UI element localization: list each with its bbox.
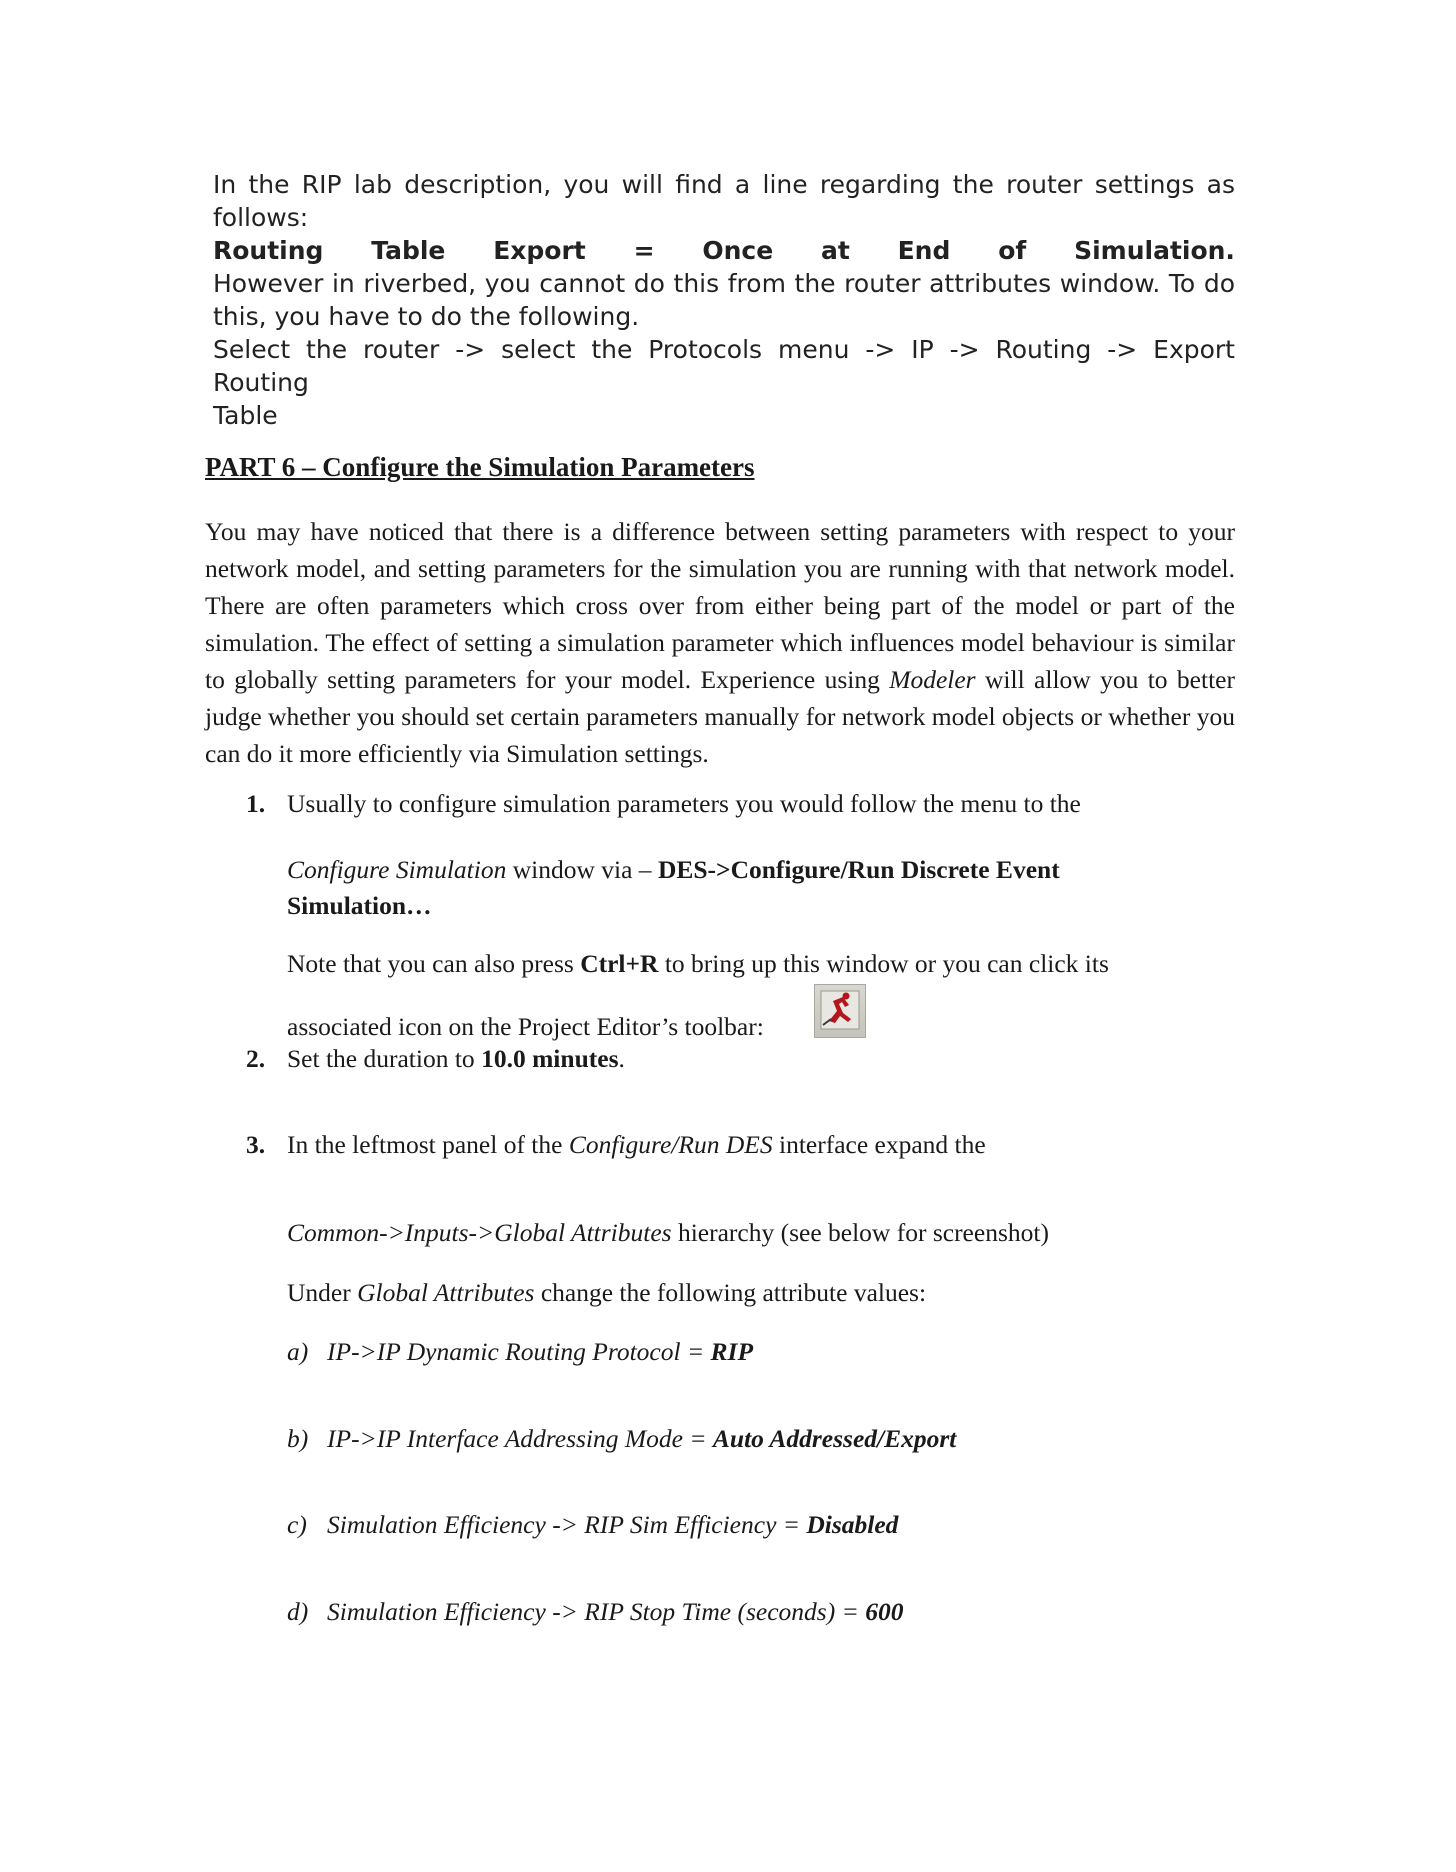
routing-word: =	[633, 236, 655, 265]
step1-note	[287, 946, 1109, 982]
routing-table-export-line	[213, 234, 1235, 267]
attribute-label: b)	[287, 1424, 309, 1453]
configure-run-des-term: Configure/Run DES	[568, 1130, 773, 1159]
step3-hier-post: hierarchy (see below for screenshot)	[671, 1218, 1049, 1247]
intro-block	[213, 168, 1235, 432]
step2-post: .	[618, 1044, 625, 1073]
intro-paragraph	[205, 513, 1235, 772]
section-heading: PART 6 – Configure the Simulation Parameters	[205, 452, 755, 482]
attribute-value: Auto Addressed/Export	[712, 1424, 957, 1453]
step1-line-3	[287, 888, 432, 924]
note-text: to bring up this window or you can click its	[658, 949, 1109, 978]
routing-word: at	[820, 236, 850, 265]
routing-word: Table	[371, 236, 446, 265]
step3-under-pre: Under	[287, 1278, 358, 1307]
intro-line-2: follows:	[213, 203, 309, 232]
attribute-item	[327, 1334, 753, 1370]
intro-line-5: this, you have to do the following.	[213, 302, 640, 331]
step1-assoc: associated icon on the Project Editor’s toolbar:	[287, 1012, 764, 1041]
attribute-value: RIP	[710, 1337, 754, 1366]
routing-word: Simulation.	[1074, 236, 1235, 265]
intro-line-7: Table	[213, 401, 278, 430]
step3-under-post: change the following attribute values:	[534, 1278, 927, 1307]
intro-line-1: In the RIP lab description, you will find a line regarding the router settings as	[213, 170, 1235, 199]
intro-line-6: Select the router -> select the Protocols menu -> IP -> Routing -> Export Routing	[213, 335, 1235, 397]
configure-run-simulation-icon	[814, 984, 866, 1038]
attribute-label: a)	[287, 1337, 309, 1366]
duration-value: 10.0 minutes	[481, 1044, 619, 1073]
des-menu-path: DES->Configure/Run Discrete Event	[657, 855, 1060, 884]
attribute-item	[327, 1421, 956, 1457]
shortcut-ctrl-r: Ctrl+R	[580, 949, 659, 978]
step3-pre: In the leftmost panel of the	[287, 1130, 569, 1159]
intro-line-4: However in riverbed, you cannot do this from the router attributes window. To do	[213, 269, 1235, 298]
attribute-value: Disabled	[806, 1510, 899, 1539]
global-attributes-term: Global Attributes	[357, 1278, 535, 1307]
step-number: 2.	[246, 1044, 266, 1073]
step3-line-3	[287, 1275, 926, 1311]
attribute-name: IP->IP Dynamic Routing Protocol =	[327, 1337, 711, 1366]
step3-line-2	[287, 1215, 1049, 1251]
step-number: 1.	[246, 789, 266, 818]
step1-line-2	[287, 852, 1060, 888]
attribute-name: IP->IP Interface Addressing Mode =	[327, 1424, 713, 1453]
configure-simulation-term: Configure Simulation	[287, 855, 507, 884]
attribute-name: Simulation Efficiency -> RIP Sim Efficiency =	[327, 1510, 807, 1539]
attribute-item	[327, 1507, 898, 1543]
routing-word: Export	[493, 236, 586, 265]
paragraph-text: You may have noticed that there is a difference between setting parameters with respect to your network model, and setting parameters for the simulation you are running with that network model. There are often parameters which cross over from either being part of the model or part of the simulation. The effect of setting a simulation parameter which influences model behaviour is similar to globally setting parameters for your model. Experience using	[205, 517, 1235, 694]
step3-line-1	[287, 1127, 986, 1163]
routing-word: End	[897, 236, 951, 265]
simulation-term: Simulation…	[287, 891, 432, 920]
step2-pre: Set the duration to	[287, 1044, 482, 1073]
modeler-term: Modeler	[889, 665, 976, 694]
runner-icon	[815, 985, 865, 1037]
routing-word: Routing	[213, 236, 324, 265]
global-attributes-path: Common->Inputs->Global Attributes	[287, 1218, 672, 1247]
routing-word: Once	[702, 236, 774, 265]
step2-text	[287, 1041, 625, 1077]
attribute-value: 600	[865, 1597, 904, 1626]
attribute-label: c)	[287, 1510, 307, 1539]
step1-line-1: Usually to configure simulation parameters you would follow the menu to the	[287, 789, 1081, 818]
attribute-name: Simulation Efficiency -> RIP Stop Time (seconds) =	[327, 1597, 866, 1626]
step1-text: window via –	[506, 855, 658, 884]
step-number: 3.	[246, 1130, 266, 1159]
paragraph-text: will allow you to better judge whether you should set certain parameters manually for network model objects or whether you can do it more efficiently via Simulation settings.	[205, 665, 1235, 768]
attribute-label: d)	[287, 1597, 309, 1626]
routing-word: of	[998, 236, 1027, 265]
step3-post: interface expand the	[772, 1130, 986, 1159]
note-text: Note that you can also press	[287, 949, 581, 978]
attribute-item	[327, 1594, 903, 1630]
